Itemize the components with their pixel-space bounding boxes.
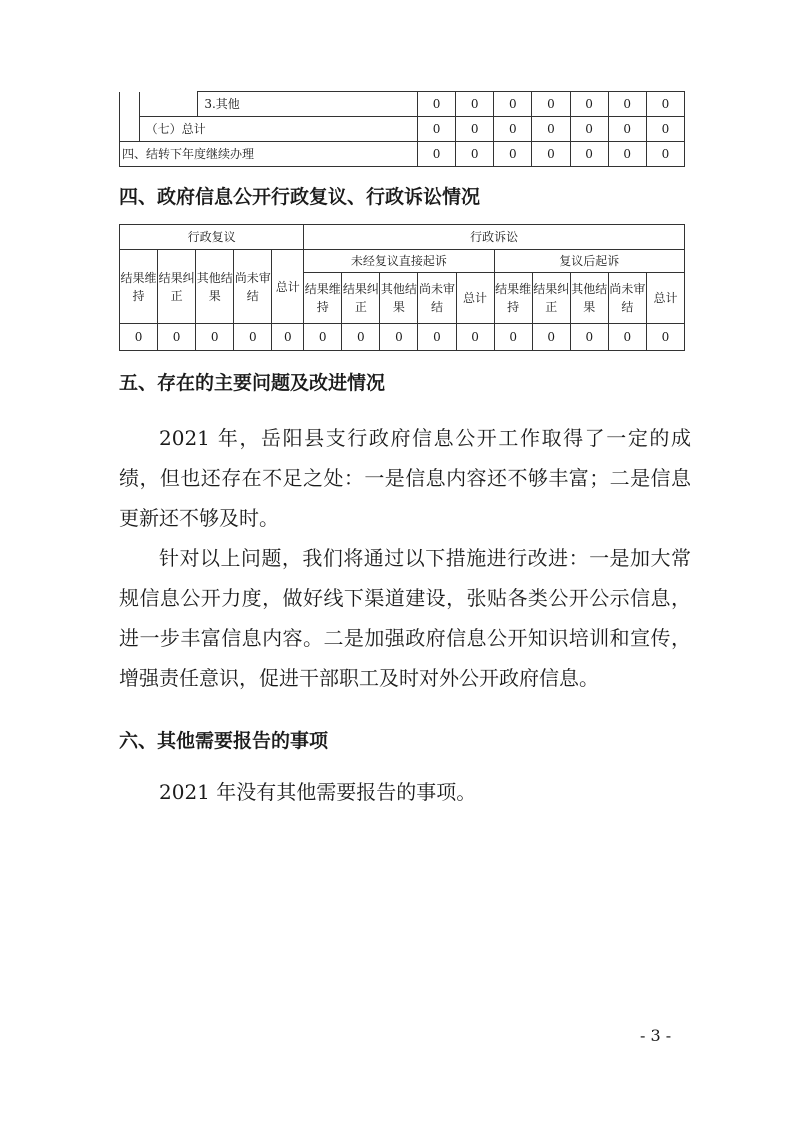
indent-cell [139,92,198,117]
table-row [120,142,685,167]
column-header: 结果纠正 [342,273,380,324]
value-cell: 0 [608,324,646,351]
section6-heading: 六、其他需要报告的事项 [119,730,329,752]
value-cell: 0 [380,324,418,351]
value-cell: 0 [120,324,158,351]
value-cell: 0 [532,92,570,117]
value-cell: 0 [570,117,608,142]
value-cell: 0 [608,92,646,117]
table-row [120,324,685,351]
admin-review-header: 行政复议 [120,225,304,250]
value-cell: 0 [494,117,532,142]
value-cell: 0 [608,142,646,167]
column-header: 其他结果 [380,273,418,324]
value-cell: 0 [342,324,380,351]
row-label: 3.其他 [198,92,418,117]
value-cell: 0 [304,324,342,351]
column-header: 结果维持 [120,250,158,324]
indent-cell [120,92,140,117]
value-cell: 0 [456,92,494,117]
value-cell: 0 [494,142,532,167]
value-cell: 0 [570,324,608,351]
value-cell: 0 [234,324,272,351]
value-cell: 0 [417,92,455,117]
value-cell: 0 [417,117,455,142]
section5-paragraph-1: 2021 年，岳阳县支行政府信息公开工作取得了一定的成绩，但也还存在不足之处：一是信息内容还不够丰富；二是信息更新还不够及时。 [119,426,691,530]
value-cell: 0 [646,324,684,351]
value-cell: 0 [158,324,196,351]
value-cell: 0 [532,117,570,142]
disposal-table-continuation [119,91,685,167]
column-header: 其他结果 [196,250,234,324]
value-cell: 0 [532,142,570,167]
section5-heading: 五、存在的主要问题及改进情况 [119,372,386,394]
section4-heading: 四、政府信息公开行政复议、行政诉讼情况 [119,186,481,208]
direct-suit-header: 未经复议直接起诉 [304,250,494,273]
review-litigation-table [119,224,685,351]
column-header: 结果维持 [304,273,342,324]
column-header: 结果纠正 [158,250,196,324]
value-cell: 0 [532,324,570,351]
value-cell: 0 [196,324,234,351]
indent-cell [120,117,140,142]
value-cell: 0 [456,117,494,142]
column-header: 结果纠正 [532,273,570,324]
column-header: 尚未审结 [418,273,456,324]
column-header: 尚未审结 [234,250,272,324]
post-review-suit-header: 复议后起诉 [494,250,684,273]
row-label: 四、结转下年度继续办理 [120,142,418,167]
value-cell: 0 [494,324,532,351]
value-cell: 0 [646,117,684,142]
table-row [120,92,685,117]
value-cell: 0 [272,324,304,351]
value-cell: 0 [456,324,494,351]
row-label: （七）总计 [139,117,417,142]
table-row [120,117,685,142]
column-header: 总计 [456,273,494,324]
value-cell: 0 [570,92,608,117]
page-number: - 3 - [640,1026,672,1045]
value-cell: 0 [608,117,646,142]
admin-litigation-header: 行政诉讼 [304,225,685,250]
table-header-row [120,250,685,273]
value-cell: 0 [418,324,456,351]
value-cell: 0 [456,142,494,167]
column-header: 其他结果 [570,273,608,324]
value-cell: 0 [417,142,455,167]
section6-paragraph: 2021 年没有其他需要报告的事项。 [159,780,477,804]
table-header-row [120,225,685,250]
value-cell: 0 [570,142,608,167]
column-header: 总计 [646,273,684,324]
column-header: 总计 [272,250,304,324]
column-header: 尚未审结 [608,273,646,324]
value-cell: 0 [646,142,684,167]
section5-paragraph-2: 针对以上问题，我们将通过以下措施进行改进：一是加大常规信息公开力度，做好线下渠道建设，张贴各类公开公示信息，进一步丰富信息内容。二是加强政府信息公开知识培训和宣传，增强责任意识，促进干部职工及时对外公开政府信息。 [119,546,691,690]
column-header: 结果维持 [494,273,532,324]
value-cell: 0 [494,92,532,117]
value-cell: 0 [646,92,684,117]
